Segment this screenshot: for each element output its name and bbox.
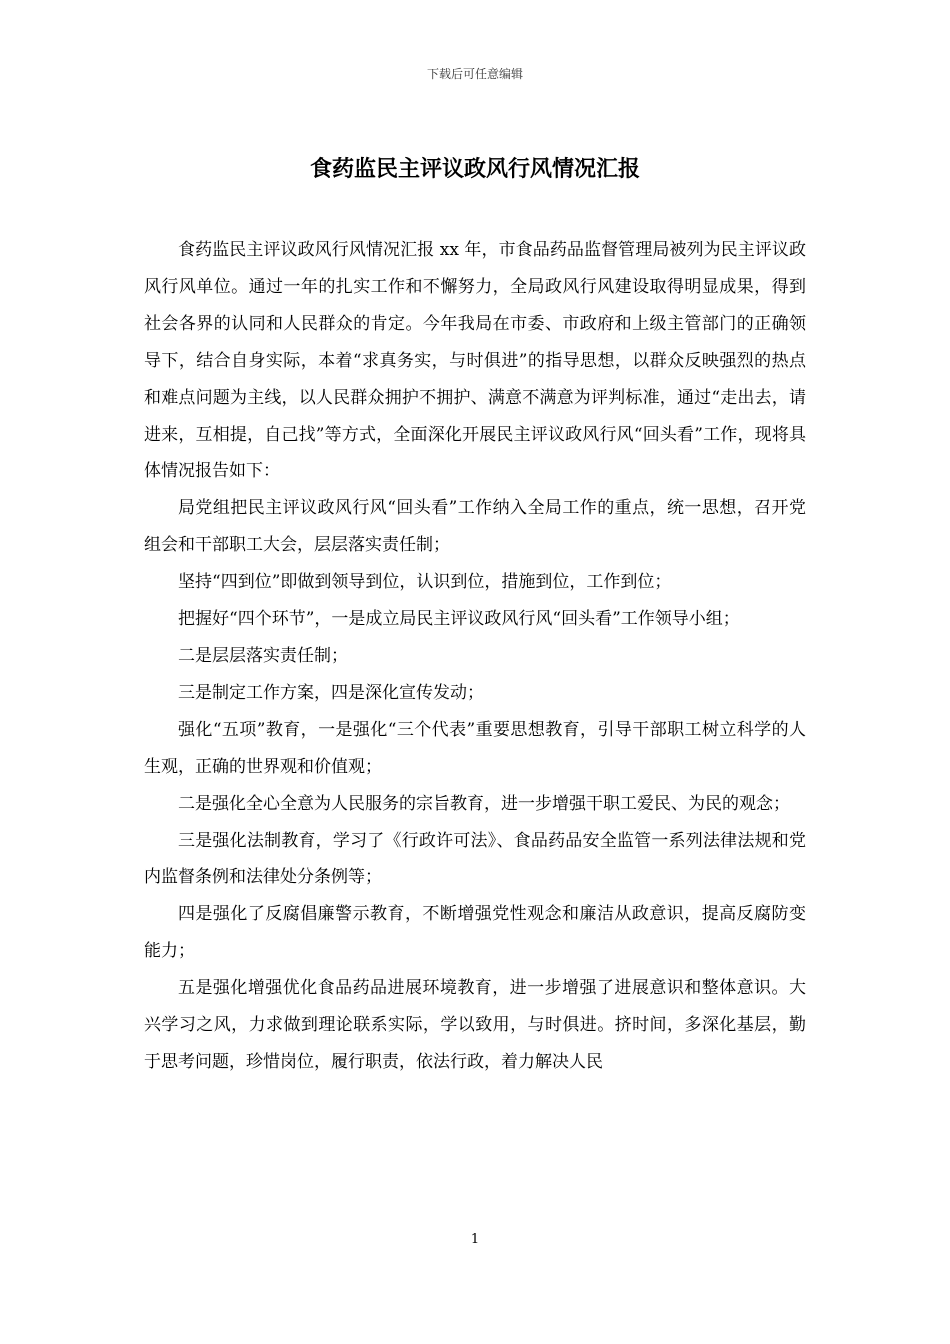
paragraph: 四是强化了反腐倡廉警示教育，不断增强党性观念和廉洁从政意识，提高反腐防变能力； xyxy=(144,904,806,962)
paragraph: 食药监民主评议政风行风情况汇报 xx 年，市食品药品监督管理局被列为民主评议政风行风单位。通过一年的扎实工作和不懈努力，全局政风行风建设取得明显成果，得到社会各界的认同和人民群众的肯定。今年我局在市委、市政府和上级主管部门的正确领导下，结合自身实际，本着“求真务实，与时俱进”的指导思想，以群众反映强烈的热点和难点问题为主线，以人民群众拥护不拥护、满意不满意为评判标准，通过“走出去，请进来，互相提，自己找”等方式，全面深化开展民主评议政风行风“回头看”工作，现将具体情况报告如下： xyxy=(144,240,806,482)
paragraph: 三是强化法制教育，学习了《行政许可法》、食品药品安全监管一系列法律法规和党内监督条例和法律处分条例等； xyxy=(144,830,806,888)
paragraph: 坚持“四到位”即做到领导到位，认识到位，措施到位，工作到位； xyxy=(178,572,672,593)
document-body xyxy=(144,232,806,1081)
document-title: 食药监民主评议政风行风情况汇报 xyxy=(309,157,640,182)
page-header-note: 下载后可任意编辑 xyxy=(426,67,523,81)
paragraph: 五是强化增强优化食品药品进展环境教育，进一步增强了进展意识和整体意识。大兴学习之风，力求做到理论联系实际，学以致用，与时俱进。挤时间，多深化基层，勤于思考问题，珍惜岗位，履行职责，依法行政，着力解决人民 xyxy=(144,978,806,1072)
page-number: 1 xyxy=(470,1232,480,1247)
paragraph: 局党组把民主评议政风行风“回头看”工作纳入全局工作的重点，统一思想，召开党组会和干部职工大会，层层落实责任制； xyxy=(144,498,806,556)
paragraph: 三是制定工作方案，四是深化宣传发动； xyxy=(178,682,484,703)
paragraph: 二是层层落实责任制； xyxy=(178,645,348,666)
paragraph: 强化“五项”教育，一是强化“三个代表”重要思想教育，引导干部职工树立科学的人生观，正确的世界观和价值观； xyxy=(144,719,806,777)
paragraph: 二是强化全心全意为人民服务的宗旨教育，进一步增强干职工爱民、为民的观念； xyxy=(178,793,790,814)
paragraph: 把握好“四个环节”，一是成立局民主评议政风行风“回头看”工作领导小组； xyxy=(178,609,740,630)
